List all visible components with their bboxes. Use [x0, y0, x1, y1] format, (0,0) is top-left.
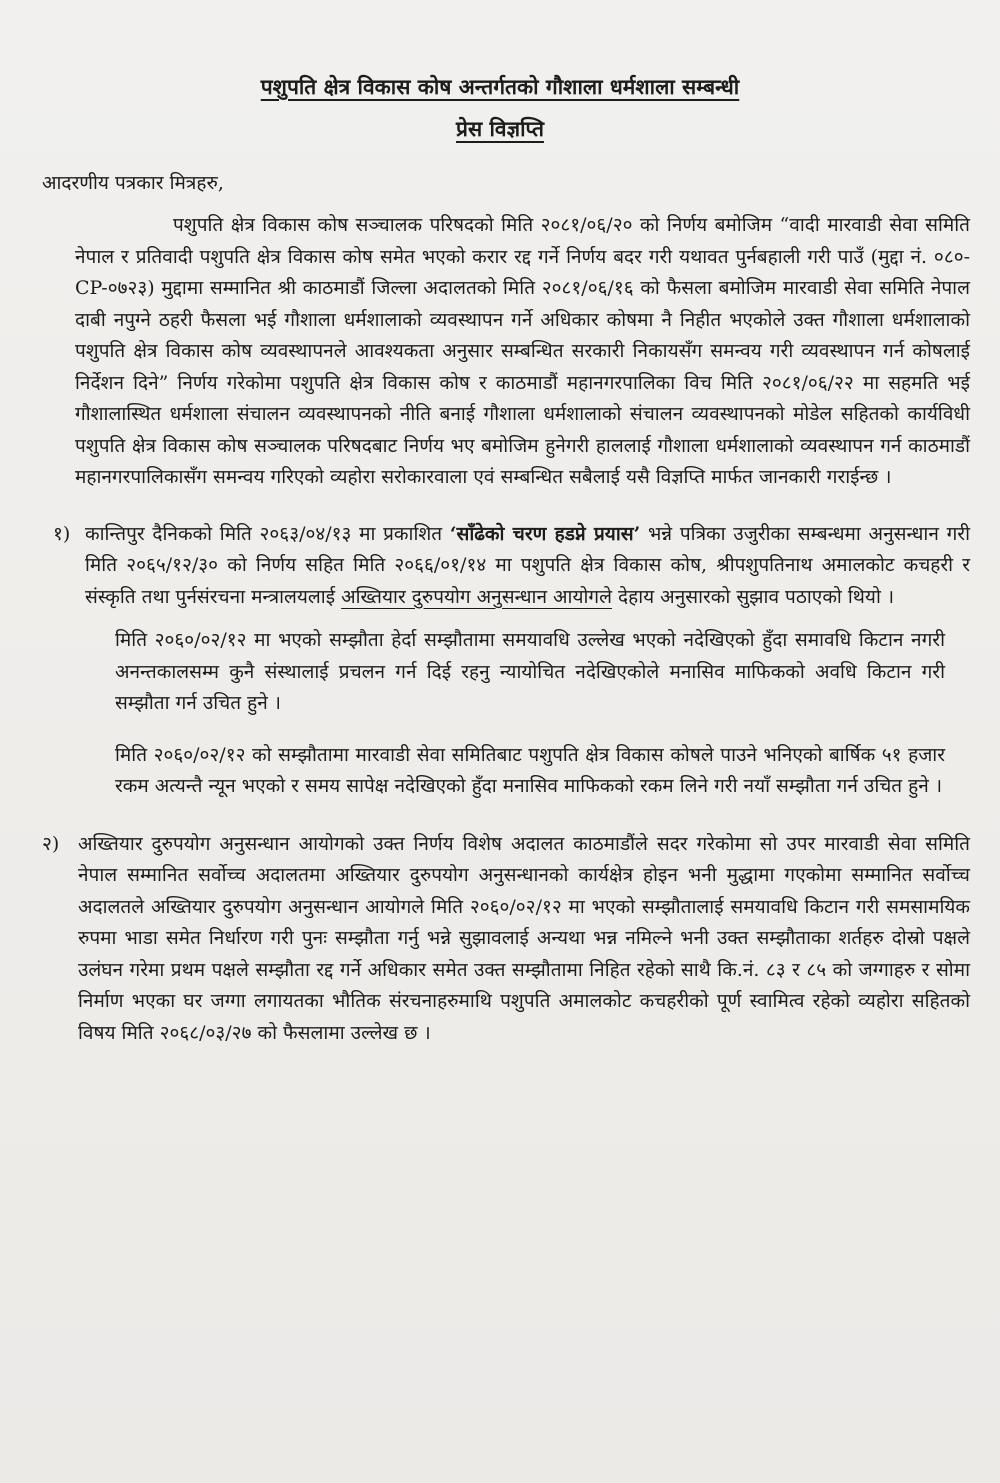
list-item-2-number: २): [42, 832, 60, 855]
list-item-1-text-after: देहाय अनुसारको सुझाव पठाएको थियो ।: [618, 585, 895, 608]
list-item-1: [53, 519, 970, 614]
list-item-1-headline: ‘साँढेको चरण हडप्ने प्रयास’: [449, 522, 641, 545]
list-item-2: [42, 829, 970, 1050]
document-subtitle-text: प्रेस विज्ञप्ति: [456, 116, 544, 141]
quote-paragraph-2: मिति २०६०/०२/१२ को सम्झौतामा मारवाडी सेवा समितिबाट पशुपति क्षेत्र विकास कोषले पाउने भनिएको बार्षिक ५१ हजार रकम अत्यन्तै न्यून भएको र समय सापेक्ष नदेखिएको हुँदा मनासिव माफिकको रकम लिने गरी नयाँ सम्झौता गर्न उचित हुने ।: [115, 743, 945, 797]
salutation: आदरणीय पत्रकार मित्रहरु,: [42, 172, 224, 194]
intro-paragraph: पशुपति क्षेत्र विकास कोष सञ्चालक परिषदको मिति २०८१/०६/२० को निर्णय बमोजिम “वादी मारवाडी सेवा समिति नेपाल र प्रतिवादी पशुपति क्षेत्र विकास कोष समेत भएको करार रद्द गर्ने निर्णय बदर गरी यथावत पुर्नबहाली गरी पाउँ (मुद्दा नं. ०८०-CP-०७२३) मुद्दामा सम्मानित श्री काठमाडौं जिल्ला अदालतको मिति २०८१/०६/१६ को फैसला बमोजिम मारवाडी सेवा समिति नेपाल दाबी नपुग्ने ठहरी फैसला भई गौशाला धर्मशालाको व्यवस्थापन गर्ने अधिकार कोषमा नै निहीत भएकोले उक्त गौशाला धर्मशालाको पशुपति क्षेत्र विकास कोष व्यवस्थापनले आवश्यकता अनुसार सम्बन्धित सरकारी निकायसँग समन्वय गरी व्यवस्थापन गर्न कोषलाई निर्देशन दिने” निर्णय गरेकोमा पशुपति क्षेत्र विकास कोष र काठमाडौं महानगरपालिका विच मिति २०८१/०६/२२ मा सहमति भई गौशालास्थित धर्मशाला संचालन व्यवस्थापनको नीति बनाई गौशाला धर्मशालाको संचालन व्यवस्थापनको मोडेल सहितको कार्यविधी पशुपति क्षेत्र विकास कोष सञ्चालक परिषदबाट निर्णय भए बमोजिम हुनेगरी हाललाई गौशाला धर्मशालाको व्यवस्थापन गर्न काठमाडौं महानगरपालिकासँग समन्वय गरिएको व्यहोरा सरोकारवाला एवं सम्बन्धित सबैलाई यसै विज्ञप्ति मार्फत जानकारी गराईन्छ ।: [75, 214, 970, 488]
list-item-1-text-middle: भन्ने पत्रिका उजुरीका सम्बन्धमा अनुसन्धान गरी मिति २०६५/१२/३० को निर्णय सहित मिति २०६६/०१/१४ मा पशुपति क्षेत्र विकास कोष, श्रीपशुपतिनाथ अमालकोट कचहरी र संस्कृति तथा पुर्नसंरचना मन्त्रालयलाई: [85, 522, 970, 608]
quote-paragraph-1: मिति २०६०/०२/१२ मा भएको सम्झौता हेर्दा सम्झौतामा समयावधि उल्लेख भएको नदेखिएको हुँदा समावधि किटान नगरी अनन्तकालसम्म कुनै संस्थालाई प्रचलन गर्न दिई रहनु न्यायोचित नदेखिएकोले मनासिव माफिकको अवधि किटान गरी सम्झौता गर्न उचित हुने ।: [115, 629, 945, 714]
list-item-2-text: अख्तियार दुरुपयोग अनुसन्धान आयोगको उक्त निर्णय विशेष अदालत काठमाडौंले सदर गरेकोमा सो उपर मारवाडी सेवा समिति नेपाल सम्मानित सर्वोच्च अदालतमा अख्तियार दुरुपयोग अनुसन्धानको कार्यक्षेत्र होइन भनी मुद्धामा गएकोमा सम्मानित सर्वोच्च अदालतले अख्तियार दुरुपयोग अनुसन्धान आयोगले मिति २०६०/०२/१२ मा भएको सम्झौतालाई समयावधि किटान गरी समसामयिक रुपमा भाडा समेत निर्धारण गरी पुनः सम्झौता गर्नु भन्ने सुझावलाई अन्यथा भन्न नमिल्ने भनी उक्त सम्झौताका शर्तहरु दोस्रो पक्षले उलंघन गरेमा प्रथम पक्षले सम्झौता रद्द गर्ने अधिकार समेत उक्त सम्झौतामा निहित रहेको साथै कि.नं. ८३ र ८५ को जग्गाहरु र सोमा निर्माण भएका घर जग्गा लगायतका भौतिक संरचनाहरुमाथि पशुपति अमालकोट कचहरीको पूर्ण स्वामित्व रहेको व्यहोरा सहितको विषय मिति २०६८/०३/२७ को फैसलामा उल्लेख छ ।: [78, 832, 970, 1044]
document-subtitle: [30, 114, 970, 144]
document-title-text: पशुपति क्षेत्र विकास कोष अन्तर्गतको गौशाला धर्मशाला सम्बन्धी: [260, 74, 740, 99]
list-item-1-number: १): [53, 522, 71, 545]
list-item-1-text-before: कान्तिपुर दैनिकको मिति २०६३/०४/१३ मा प्रकाशित: [85, 522, 443, 545]
list-item-1-underlined: अख्तियार दुरुपयोग अनुसन्धान आयोगले: [341, 585, 612, 608]
document-title: [30, 72, 970, 102]
